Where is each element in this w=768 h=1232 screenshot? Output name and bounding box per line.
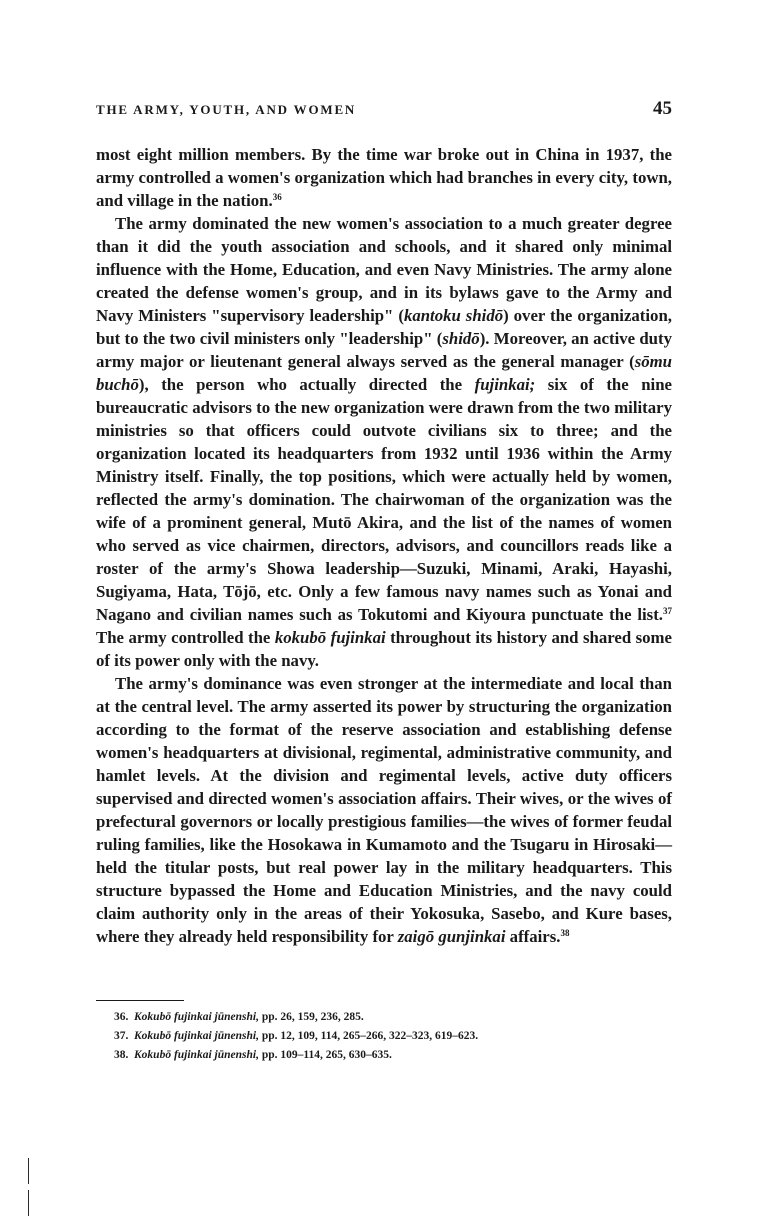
italic-term: sōmu buchō — [96, 352, 672, 394]
footnote-source: Kokubō fujinkai jūnenshi, — [134, 1011, 259, 1023]
paragraph — [96, 143, 672, 212]
italic-term: kantoku shidō — [403, 306, 504, 325]
text-run: ). Moreover, an active duty army major or lieutenant general always served as the general manager ( — [96, 329, 672, 371]
footnote — [96, 1008, 672, 1027]
footnote-divider — [96, 1000, 184, 1001]
body-text — [96, 143, 672, 948]
page-number: 45 — [653, 98, 672, 119]
footnote-ref: 36 — [272, 192, 282, 202]
text-run: throughout its history and shared some of its power only with the navy. — [96, 628, 672, 670]
text-run: The army's dominance was even stronger at the intermediate and local than at the central level. The army asserted its power by structuring the organization according to the format of the reserve association and establishing defense women's headquarters at divisional, regimental, administrative community, and hamlet levels. At the division and regimental levels, active duty officers supervised and directed women's association affairs. Their wives, or the wives of prefectural governors or locally prestigious families—the wives of former feudal ruling families, like the Hosokawa in Kumamoto and the Tsugaru in Hirosaki—held the titular posts, but real power lay in the military headquarters. This structure bypassed the Home and Education Ministries, and the navy could claim authority only in the areas of their Yokosuka, Sasebo, and Kure bases, where they already held responsibility for — [96, 674, 672, 946]
italic-term: shidō — [442, 329, 480, 348]
footnote-pages: pp. 26, 159, 236, 285. — [258, 1011, 364, 1023]
footnote-ref: 37 — [663, 606, 672, 616]
footnotes — [96, 1008, 672, 1065]
italic-term: zaigō gunjinkai — [397, 927, 506, 946]
italic-term: fujinkai; — [474, 375, 536, 394]
footnote-number: 38. — [114, 1049, 129, 1061]
running-title: THE ARMY, YOUTH, AND WOMEN — [96, 102, 357, 117]
text-run: ), the person who actually directed the — [138, 375, 475, 394]
footnote — [96, 1046, 672, 1065]
text-run: six of the nine bureaucratic advisors to the new organization were drawn from the two military ministries so that officers could outvote civilians six to three; and the organization located its headquarters from 1932 until 1936 within the Army Ministry itself. Finally, the top positions, which were actually held by women, reflected the army's domination. The chairwoman of the organization was the wife of a prominent general, Mutō Akira, and the list of the names of women who served as vice chairmen, directors, advisors, and councillors reads like a roster of the army's Showa leadership—Suzuki, Minami, Araki, Hayashi, Sugiyama, Hata, Tōjō, etc. Only a few famous navy names such as Yonai and Nagano and civilian names such as Tokutomi and Kiyoura punctuate the list. — [96, 375, 672, 624]
text-run: The army dominated the new women's association to a much greater degree than it did the youth association and schools, and it shared only minimal influence with the Home, Education, and even Navy Ministries. The army alone created the defense women's group, and in its bylaws gave to the Army and Navy Ministers "supervisory leadership" ( — [96, 214, 672, 325]
text-run: most eight million members. By the time war broke out in China in 1937, the army controlled a women's organization which had branches in every city, town, and village in the nation. — [96, 145, 672, 210]
text-run: affairs. — [505, 927, 561, 946]
footnote-number: 36. — [114, 1011, 129, 1023]
italic-term: kokubō fujinkai — [274, 628, 386, 647]
footnote-source: Kokubō fujinkai jūnenshi, — [134, 1030, 259, 1042]
text-run: The army controlled the — [96, 628, 275, 647]
footnote — [96, 1027, 672, 1046]
footnote-number: 37. — [114, 1030, 129, 1042]
text-run: ) over the organization, but to the two civil ministers only "leadership" ( — [96, 306, 672, 348]
footnote-pages: pp. 12, 109, 114, 265–266, 322–323, 619–623. — [258, 1030, 479, 1042]
book-page — [96, 0, 672, 1232]
paragraph — [96, 672, 672, 948]
paragraph — [96, 212, 672, 672]
footnote-source: Kokubō fujinkai jūnenshi, — [134, 1049, 259, 1061]
running-head — [96, 98, 672, 120]
footnote-ref: 38 — [560, 928, 570, 938]
margin-mark — [28, 1158, 29, 1184]
margin-mark — [28, 1190, 29, 1216]
footnote-pages: pp. 109–114, 265, 630–635. — [258, 1049, 392, 1061]
